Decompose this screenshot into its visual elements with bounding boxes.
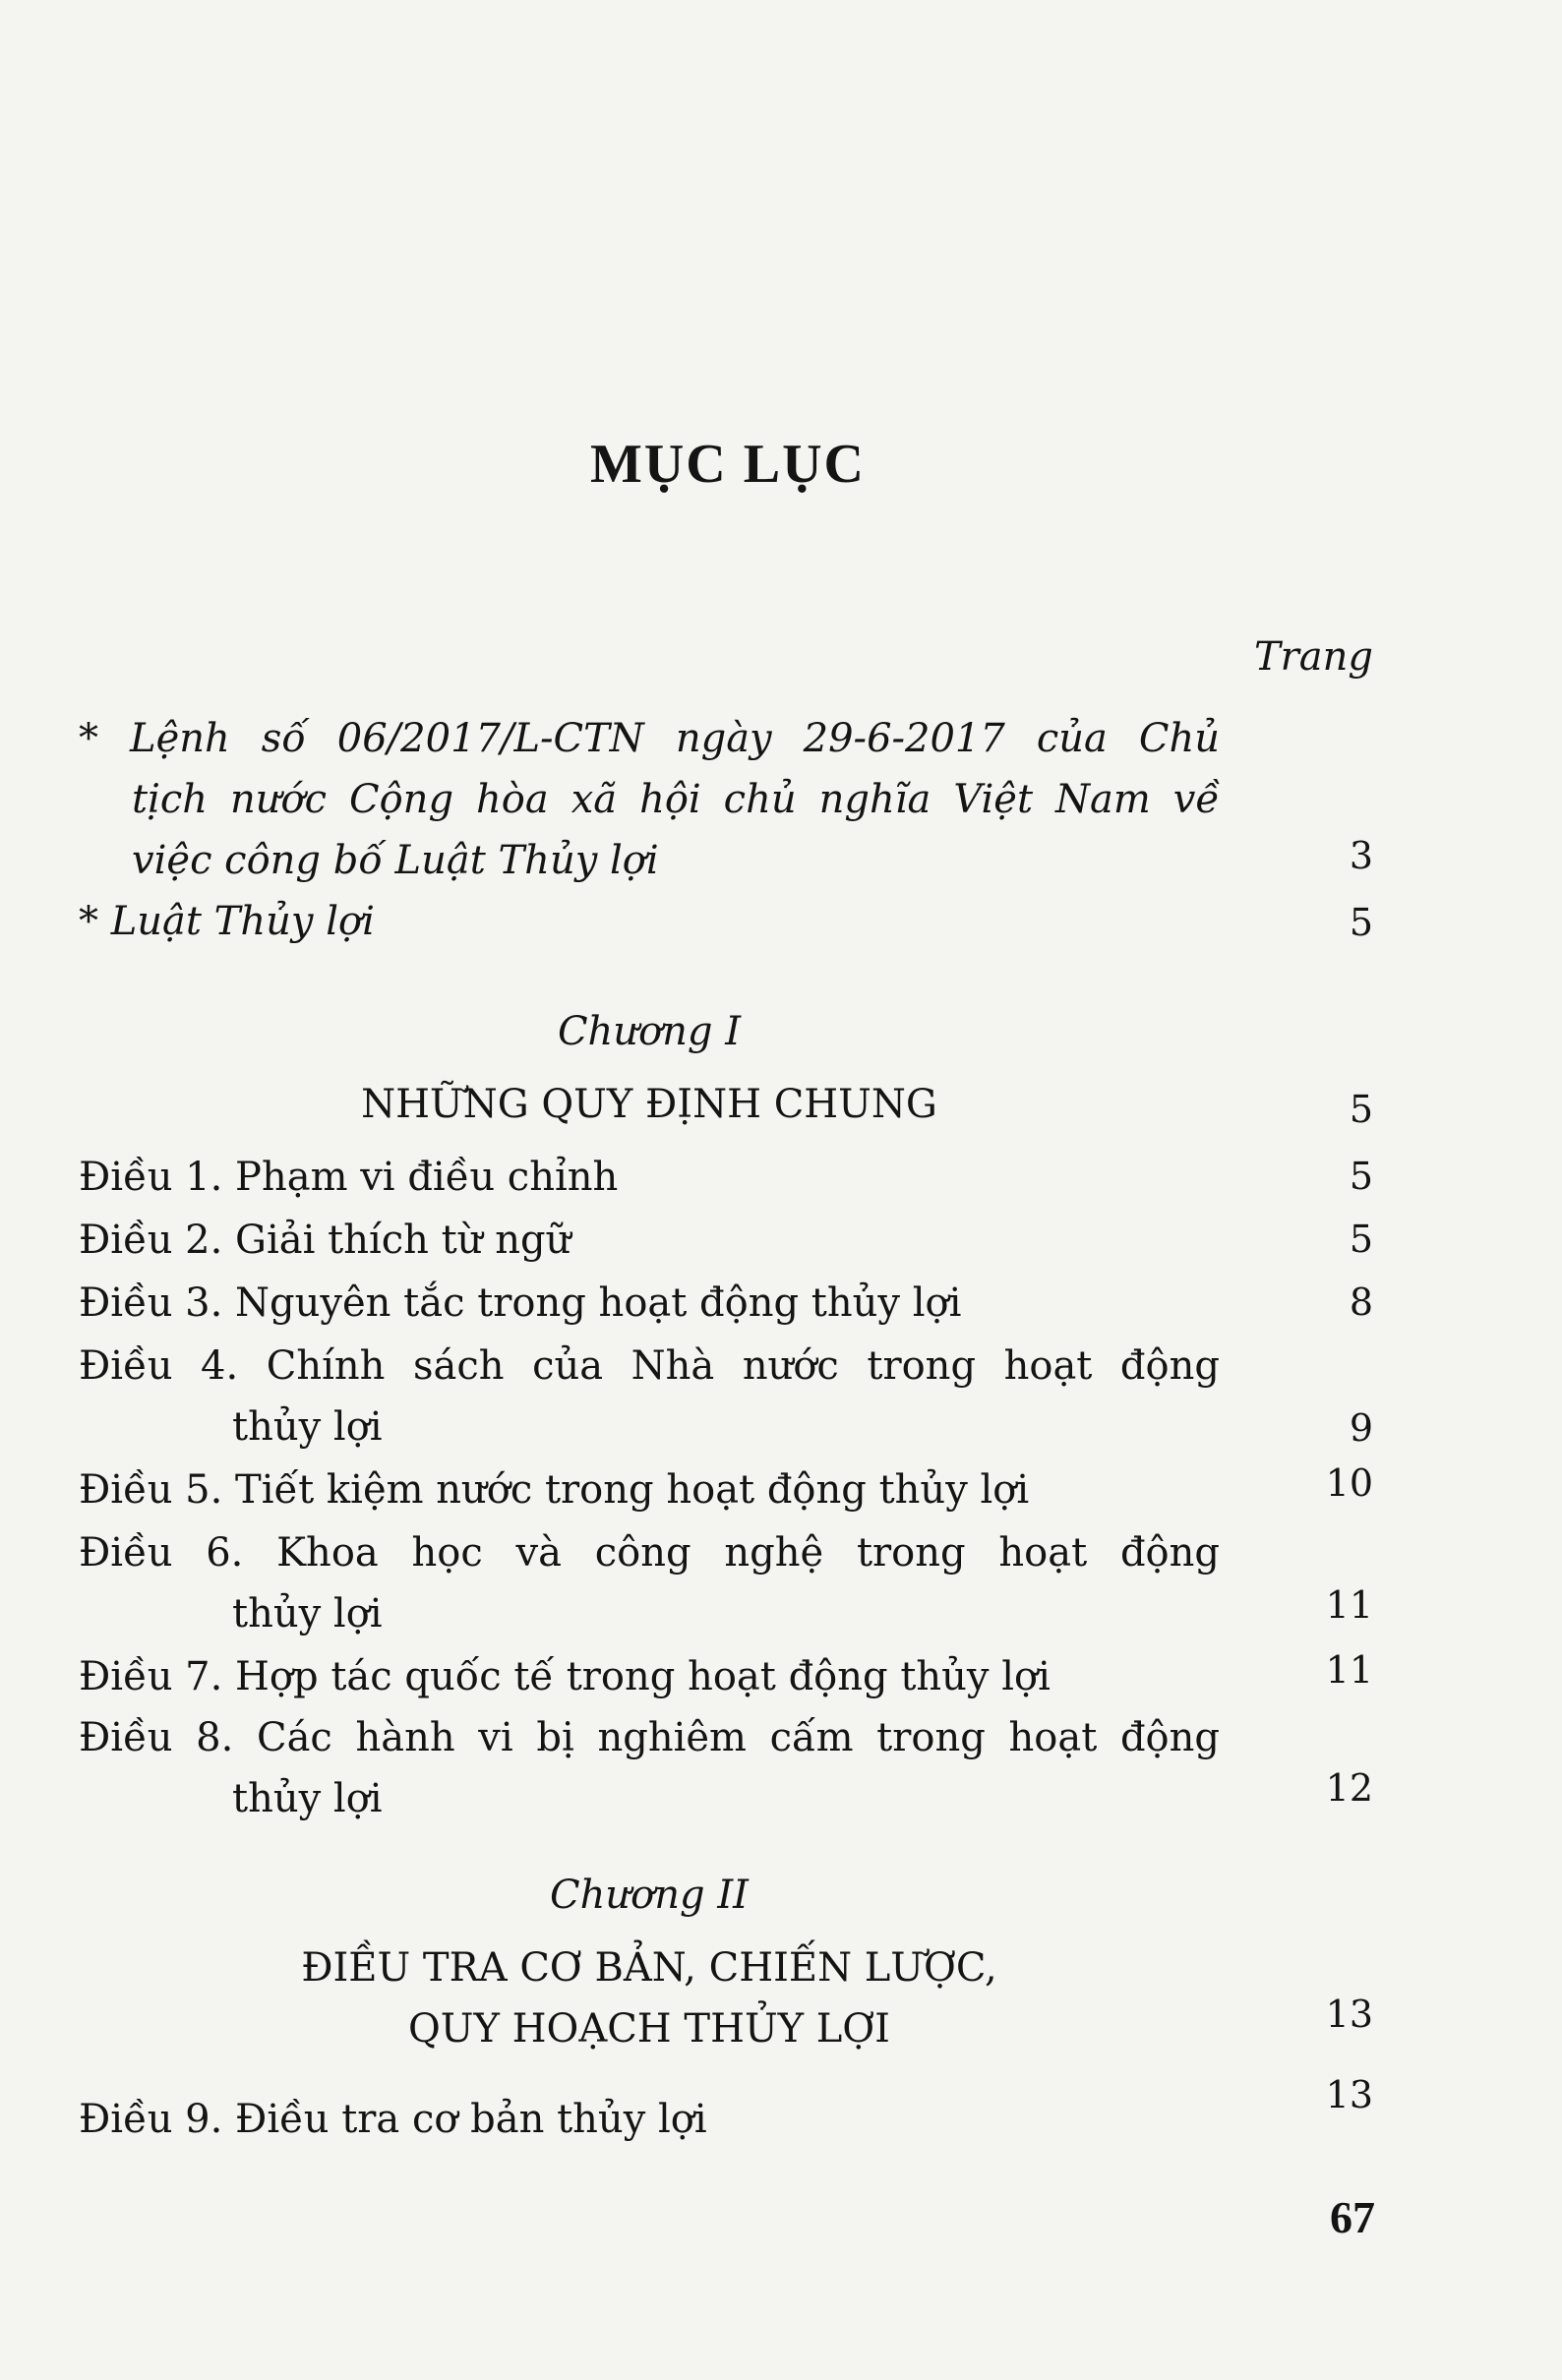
- toc-article: [79, 1522, 1220, 1644]
- toc-page-ref: 13: [1325, 2073, 1373, 2116]
- page-title: MỤC LỤC: [590, 434, 866, 495]
- toc-page-ref: 10: [1325, 1461, 1373, 1505]
- toc-page-ref: 11: [1325, 1648, 1373, 1692]
- chapter-heading-line: ĐIỀU TRA CƠ BẢN, CHIẾN LƯỢC,: [301, 1945, 997, 1991]
- chapter-heading: NHỮNG QUY ĐỊNH CHUNG: [361, 1082, 937, 1127]
- toc-page-ref: 9: [1349, 1406, 1373, 1450]
- toc-article: [79, 1459, 1220, 1520]
- toc-entry-line: thủy lợi: [232, 1591, 383, 1636]
- chapter-heading-line: QUY HOẠCH THỦY LỢI: [408, 2006, 890, 2052]
- toc-article: [79, 1707, 1220, 1829]
- toc-page-ref: 8: [1349, 1280, 1373, 1324]
- page-number: 67: [1330, 2192, 1375, 2242]
- toc-article: [79, 2089, 1220, 2150]
- page-column-header: Trang: [1253, 634, 1373, 680]
- toc-article: [79, 1147, 1220, 1208]
- toc-entry-line: Điều 5. Tiết kiệm nước trong hoạt động thủy lợi: [79, 1467, 1030, 1513]
- toc-page-ref: 5: [1349, 1155, 1373, 1198]
- toc-entry-line: Điều 3. Nguyên tắc trong hoạt động thủy lợi: [79, 1280, 962, 1326]
- toc-page-ref: 12: [1325, 1766, 1373, 1810]
- toc-page-ref: 5: [1349, 1218, 1373, 1261]
- toc-page-ref: 3: [1349, 834, 1373, 877]
- toc-entry-order: [79, 708, 1220, 891]
- toc-entry-line: * Lệnh số 06/2017/L-CTN ngày 29-6-2017 của Chủ: [79, 716, 1220, 761]
- toc-article: [79, 1273, 1220, 1334]
- toc-page-ref: 13: [1325, 1993, 1373, 2036]
- toc-page-ref: 5: [1349, 901, 1373, 944]
- toc-entry-line: Điều 8. Các hành vi bị nghiêm cấm trong hoạt động: [79, 1715, 1220, 1760]
- toc-entry-line: Điều 2. Giải thích từ ngữ: [79, 1218, 571, 1263]
- toc-article: [79, 1646, 1220, 1707]
- toc-entry-line: * Luật Thủy lợi: [79, 899, 375, 944]
- toc-entry-line: Điều 6. Khoa học và công nghệ trong hoạt động: [79, 1530, 1220, 1576]
- toc-entry-line: Điều 4. Chính sách của Nhà nước trong hoạt động: [79, 1343, 1220, 1389]
- toc-entry-law: [79, 891, 1220, 952]
- toc-entry-line: Điều 7. Hợp tác quốc tế trong hoạt động thủy lợi: [79, 1654, 1051, 1699]
- chapter-label: Chương II: [550, 1873, 749, 1918]
- toc-entry-line: thủy lợi: [232, 1404, 383, 1450]
- toc-article: [79, 1210, 1220, 1271]
- toc-entry-line: Điều 9. Điều tra cơ bản thủy lợi: [79, 2097, 707, 2142]
- toc-page-ref: 11: [1325, 1583, 1373, 1627]
- toc-entry-line: Điều 1. Phạm vi điều chỉnh: [79, 1155, 619, 1200]
- toc-entry-line: thủy lợi: [232, 1776, 383, 1821]
- chapter-label: Chương I: [557, 1009, 742, 1054]
- toc-entry-line: tịch nước Cộng hòa xã hội chủ nghĩa Việt Nam về: [132, 777, 1220, 822]
- toc-page-ref: 5: [1349, 1088, 1373, 1131]
- toc-article: [79, 1336, 1220, 1458]
- toc-entry-line: việc công bố Luật Thủy lợi: [132, 838, 659, 883]
